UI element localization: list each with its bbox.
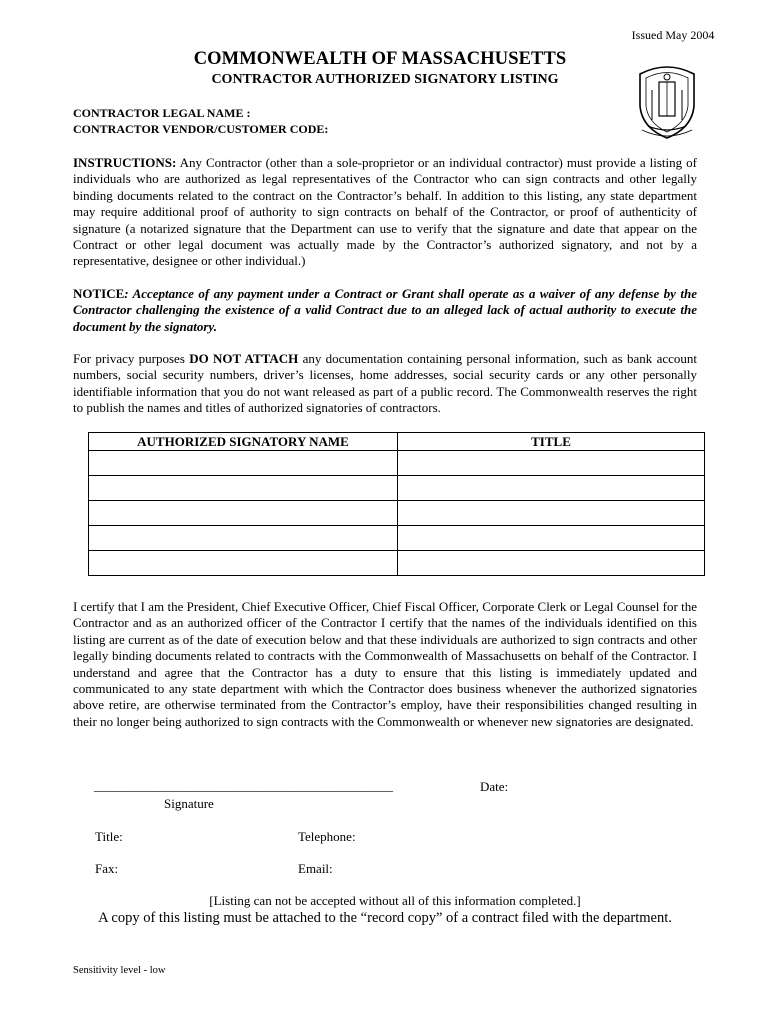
telephone-label: Telephone: [298,829,356,844]
certification-paragraph: I certify that I am the President, Chief Executive Officer, Chief Fiscal Officer, Corporate Clerk or Legal Counsel for the Contractor and as an authorized officer of the Contractor I certify that the names of the individuals identified on this listing are current as of the date of execution below and that these individuals are authorized to sign contracts and other legally binding documents related to contracts with the Commonwealth of Massachusetts on behalf of the Contractor. I understand and agree that the Contractor has a duty to ensure that this listing is immediately updated and communicated to any state department with which the Contractor does business whenever the authorized signatories above retire, are otherwise terminated from the Contractor’s employ, have their responsibilities changed resulting in their no longer being authorized to sign contracts with the Commonwealth or whenever new signatories are designated. [73,599,697,729]
privacy-do-not-attach: DO NOT ATTACH [189,351,299,366]
document-subtitle: CONTRACTOR AUTHORIZED SIGNATORY LISTING [211,72,559,87]
signature-label: Signature [164,796,214,811]
document-title: COMMONWEALTH OF MASSACHUSETTS [193,49,567,69]
contractor-vendor-code-label: CONTRACTOR VENDOR/CUSTOMER CODE: [73,122,329,136]
contractor-legal-name-label: CONTRACTOR LEGAL NAME : [73,106,251,120]
issued-date: Issued May 2004 [631,28,715,42]
signatory-name-cell[interactable] [89,451,398,476]
notice-paragraph [73,286,697,335]
privacy-post: any documentation containing personal information, such as bank account numbers, social security numbers, driver’s licenses, home addresses, social security cards or any other personally identifiable information that you do not want released as part of a public record. The Commonwealth reserves the right to publish the names and titles of authorized signatories of contractors. [73,351,697,416]
table-row [89,551,705,576]
signatory-title-cell[interactable] [398,476,705,501]
signatory-title-cell[interactable] [398,501,705,526]
privacy-paragraph [73,351,697,417]
column-header-name: AUTHORIZED SIGNATORY NAME [89,433,398,451]
column-header-title: TITLE [398,433,705,451]
table-row [89,476,705,501]
table-row [89,451,705,476]
fax-label: Fax: [95,861,119,876]
signatory-name-cell[interactable] [89,551,398,576]
signatory-title-cell[interactable] [398,551,705,576]
title-label: Title: [95,829,123,844]
instructions-label: INSTRUCTIONS: [73,155,177,170]
signatory-name-cell[interactable] [89,526,398,551]
completion-requirement: [Listing can not be accepted without all of this information completed.] [209,893,581,908]
notice-label: NOTICE [73,286,125,301]
privacy-pre: For privacy purposes [73,351,190,366]
table-header-row [89,433,705,451]
instructions-text: Any Contractor (other than a sole-proprietor or an individual contractor) must provide a listing of individuals who are authorized as legal representatives of the Contractor who can sign contracts and other legally binding documents related to the contract on the Contractor’s behalf. In addition to this listing, any state department may require additional proof of authority to sign contracts on behalf of the Contractor, or proof of authenticity of signature (a notarized signature that the Department can use to verify that the signature and date that appear on the Contract or other legal document was actually made by the Contractor’s authorized signatory, and not by a representative, designee or other individual.) [73,155,697,269]
signatory-table [88,432,705,576]
record-copy-note: A copy of this listing must be attached to the “record copy” of a contract filed with the department. [98,910,672,926]
signatory-name-cell[interactable] [89,476,398,501]
notice-text: : Acceptance of any payment under a Contract or Grant shall operate as a waiver of any defense by the Contractor challenging the existence of a valid Contract due to an alleged lack of actual authority to execute the document by the signatory. [73,286,697,334]
massachusetts-seal-icon [632,60,702,140]
signature-line[interactable]: ______________________________________________ [94,778,393,793]
table-row [89,501,705,526]
sensitivity-footer: Sensitivity level - low [73,965,166,976]
signatory-name-cell[interactable] [89,501,398,526]
date-label: Date: [480,779,509,794]
signatory-title-cell[interactable] [398,451,705,476]
instructions-paragraph [73,155,697,270]
email-label: Email: [298,861,333,876]
table-row [89,526,705,551]
signatory-title-cell[interactable] [398,526,705,551]
